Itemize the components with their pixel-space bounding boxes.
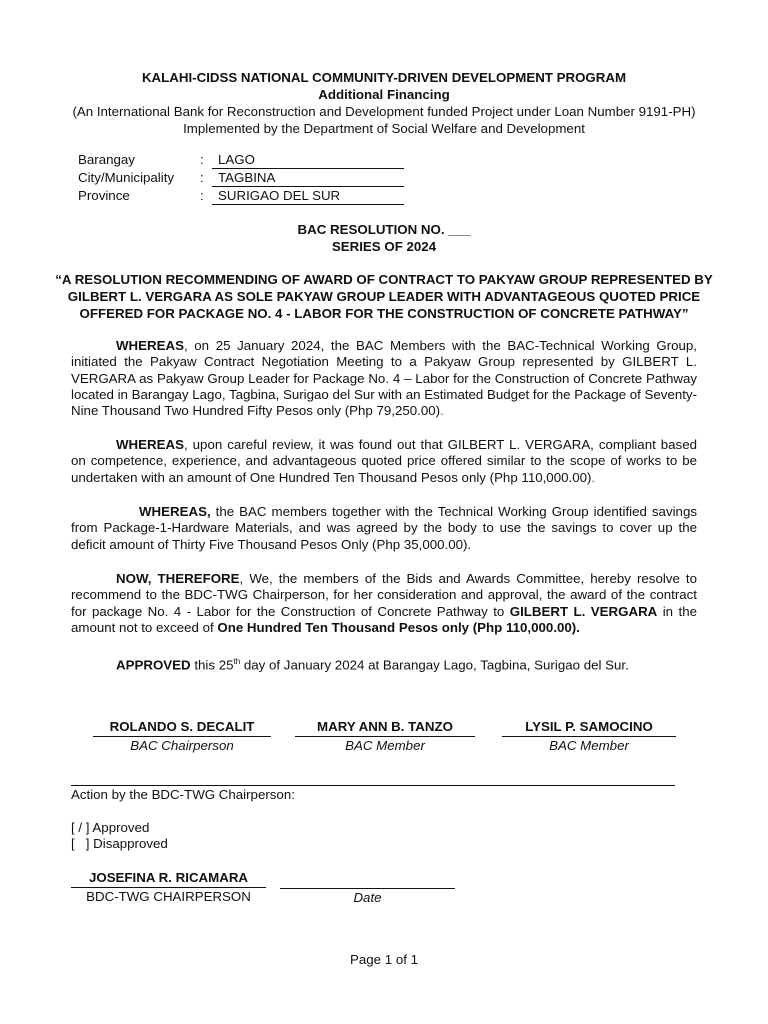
signatory-name: ROLANDO S. DECALIT	[93, 719, 271, 737]
signatory-member-1	[295, 719, 475, 753]
whereas-paragraph-1: WHEREAS, on 25 January 2024, the BAC Members with the BAC-Technical Working Group, initiated the Pakyaw Contract Negotiation Meeting to a Pakyaw Group represented by GILBERT L. VERGARA as Pakyaw Group Leader for Package No. 4 – Labor for the Construction of Concrete Pathway located in Barangay Lago, Tagbina, Surigao del Sur with an Estimated Budget for the Package of Seventy-Nine Thousand Two Hundred Fifty Pesos only (Php 79,250.00).	[71, 338, 697, 419]
resolution-title-line-1: “A RESOLUTION RECOMMENDING OF AWARD OF CONTRACT TO PAKYAW GROUP REPRESENTED BY	[55, 272, 713, 287]
signatory-role: BAC Member	[345, 738, 425, 753]
signatory-role: BAC Chairperson	[130, 738, 234, 753]
resolution-series: SERIES OF 2024	[331, 239, 437, 254]
signatory-chairperson	[93, 719, 271, 753]
colon: :	[200, 188, 204, 203]
date-field	[280, 870, 455, 905]
disapproved-checkbox[interactable]: [ ] Disapproved	[71, 836, 168, 851]
resolution-title-line-2: GILBERT L. VERGARA AS SOLE PAKYAW GROUP LEADER WITH ADVANTAGEOUS QUOTED PRICE	[67, 289, 701, 304]
now-therefore-lead: NOW, THEREFORE	[116, 571, 240, 586]
page-number: Page 1 of 1	[349, 952, 419, 967]
awardee-name: GILBERT L. VERGARA	[509, 603, 658, 619]
signatory-role: BAC Member	[549, 738, 629, 753]
award-amount: One Hundred Ten Thousand Pesos only (Php 110,000.00).	[217, 619, 580, 635]
action-label: Action by the BDC-TWG Chairperson:	[71, 787, 295, 802]
whereas-lead: WHEREAS,	[139, 504, 211, 519]
program-title: KALAHI-CIDSS NATIONAL COMMUNITY-DRIVEN DEVELOPMENT PROGRAM	[141, 70, 627, 85]
barangay-label: Barangay	[78, 152, 135, 167]
resolution-number: BAC RESOLUTION NO. ___	[297, 222, 471, 237]
whereas-paragraph-2: WHEREAS, upon careful review, it was found out that GILBERT L. VERGARA, compliant based on competence, experience, and advantageous quoted price offered similar to the scope of works to be undertaken with an amount of One Hundred Ten Thousand Pesos only (Php 110,000.00).	[71, 437, 697, 485]
date-label: Date	[353, 890, 382, 905]
province-value: SURIGAO DEL SUR	[212, 188, 404, 205]
signatory-name: JOSEFINA R. RICAMARA	[71, 870, 266, 888]
colon: :	[200, 170, 204, 185]
approved-paragraph: APPROVED this 25th day of January 2024 at Barangay Lago, Tagbina, Surigao del Sur.	[116, 657, 629, 673]
now-therefore-paragraph: NOW, THEREFORE, We, the members of the Bids and Awards Committee, hereby resolve to recommend to the BDC-TWG Chairperson, for her consideration and approval, the award of the contract for package No. 4 - Labor for the Construction of Concrete Pathway to GILBERT L. VERGARA in the amount not to exceed of One Hundred Ten Thousand Pesos only (Php 110,000.00).	[71, 571, 698, 635]
approved-lead: APPROVED	[116, 657, 191, 673]
resolution-title-line-3: OFFERED FOR PACKAGE NO. 4 - LABOR FOR THE CONSTRUCTION OF CONCRETE PATHWAY”	[79, 306, 689, 321]
barangay-value: LAGO	[212, 152, 404, 169]
city-label: City/Municipality	[78, 170, 175, 185]
implementer-line: Implemented by the Department of Social Welfare and Development	[183, 121, 585, 136]
signatory-name: MARY ANN B. TANZO	[295, 719, 475, 737]
whereas-lead: WHEREAS	[116, 437, 184, 452]
province-label: Province	[78, 188, 130, 203]
signatory-name: LYSIL P. SAMOCINO	[502, 719, 676, 737]
date-line	[280, 870, 455, 889]
whereas-lead: WHEREAS	[116, 338, 184, 353]
signatory-role: BDC-TWG CHAIRPERSON	[86, 889, 251, 904]
city-value: TAGBINA	[212, 170, 404, 187]
signatory-member-2	[502, 719, 676, 753]
colon: :	[200, 152, 204, 167]
financing-line: Additional Financing	[318, 87, 450, 102]
section-divider	[71, 785, 675, 786]
whereas-paragraph-3: WHEREAS, the BAC members together with the Technical Working Group identified savings from Package-1-Hardware Materials, and was agreed by the body to use the savings to cover up the deficit amount of Thirty Five Thousand Pesos Only (Php 35,000.00).	[71, 504, 697, 552]
approved-checkbox[interactable]: [ / ] Approved	[71, 820, 150, 835]
signatory-bdc-twg-chair	[71, 870, 266, 904]
funding-line: (An International Bank for Reconstruction and Development funded Project under Loan Number 9191-PH)	[72, 104, 696, 119]
